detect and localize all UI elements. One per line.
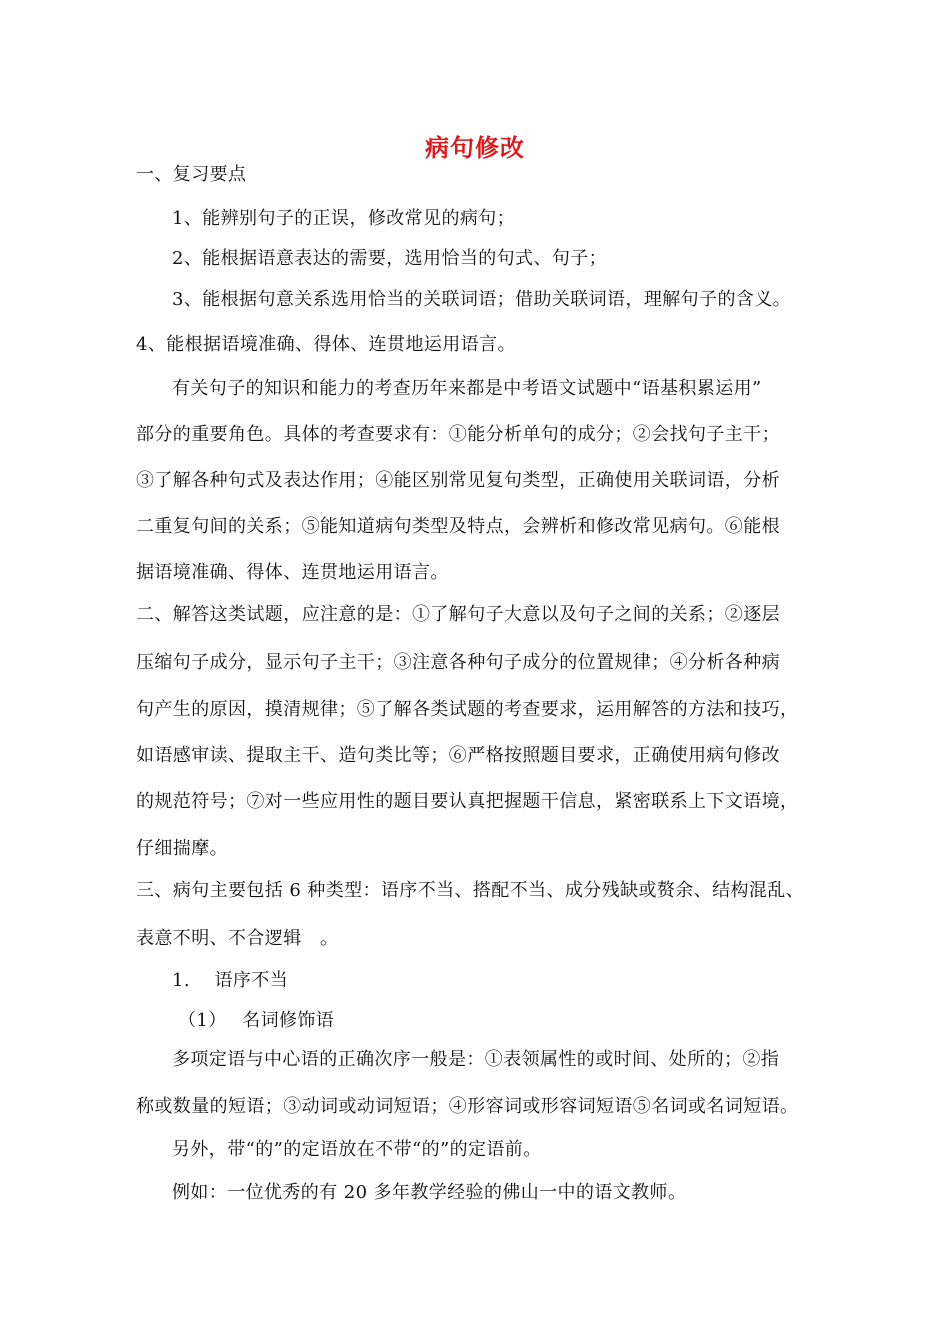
review-item: 3、能根据句意关系选用恰当的关联词语；借助关联词语，理解句子的含义。 [172,289,792,310]
body-line: 称或数量的短语；③动词或动词短语；④形容词或形容词短语⑤名词或名词短语。 [136,1096,799,1117]
section2-line: 的规范符号；⑦对一些应用性的题目要认真把握题干信息，紧密联系上下文语境， [136,791,799,812]
paragraph-line: 有关句子的知识和能力的考查历年来都是中考语文试题中“语基积累运用” [172,378,762,399]
section2-line: 压缩句子成分，显示句子主干；③注意各种句子成分的位置规律；④分析各种病 [136,652,780,673]
paragraph-line: 二重复句间的关系；⑤能知道病句类型及特点，会辨析和修改常见病句。⑥能根 [136,516,780,537]
subheading-word-order: 1. 语序不当 [172,970,289,991]
section2-line: 仔细揣摩。 [136,838,228,859]
section2-line: 句产生的原因，摸清规律；⑤了解各类试题的考查要求，运用解答的方法和技巧， [136,699,799,720]
paragraph-line: 部分的重要角色。具体的考查要求有：①能分析单句的成分；②会找句子主干； [136,424,780,445]
document-title: 病句修改 [425,134,525,162]
body-line: 多项定语与中心语的正确次序一般是：①表领属性的或时间、处所的；②指 [172,1049,780,1070]
review-item: 1、能辨别句子的正误，修改常见的病句； [172,208,516,229]
subheading-noun-modifier: （1） 名词修饰语 [178,1010,335,1031]
review-item: 4、能根据语境准确、得体、连贯地运用语言。 [136,334,516,355]
review-item: 2、能根据语意表达的需要，选用恰当的句式、句子； [172,248,608,269]
section2-line: 如语感审读、提取主干、造句类比等；⑥严格按照题目要求，正确使用病句修改 [136,745,780,766]
section3-line: 表意不明、不合逻辑 。 [136,928,339,949]
section3-line: 三、病句主要包括 6 种类型：语序不当、搭配不当、成分残缺或赘余、结构混乱、 [136,880,805,901]
section-heading: 一、复习要点 [136,164,247,185]
example-line: 例如：一位优秀的有 20 多年教学经验的佛山一中的语文教师。 [172,1182,687,1203]
section2-line: 二、解答这类试题，应注意的是：①了解句子大意以及句子之间的关系；②逐层 [136,604,780,625]
paragraph-line: ③了解各种句式及表达作用；④能区别常见复句类型，正确使用关联词语，分析 [136,470,780,491]
paragraph-line: 据语境准确、得体、连贯地运用语言。 [136,562,449,583]
body-line: 另外，带“的”的定语放在不带“的”的定语前。 [172,1139,542,1160]
